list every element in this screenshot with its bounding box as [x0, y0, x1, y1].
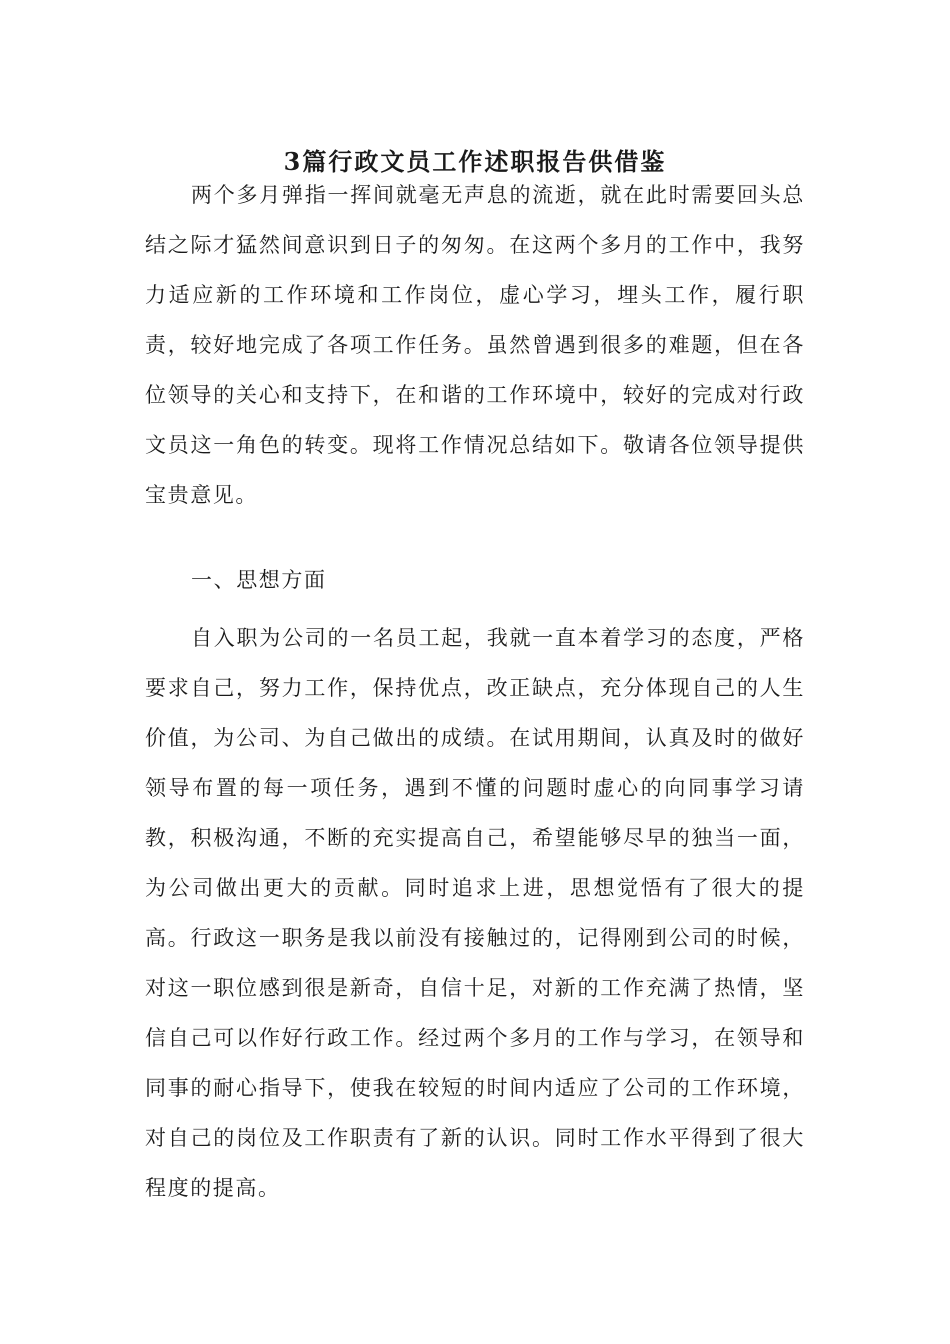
document-title: 3篇行政文员工作述职报告供借鉴: [283, 147, 667, 176]
paragraph-thought: 自入职为公司的一名员工起，我就一直本着学习的态度，严格要求自己，努力工作，保持优点，改正缺点，充分体现自己的人生价值，为公司、为自己做出的成绩。在试用期间，认真及时的做好领导布置的每一项任务，遇到不懂的问题时虚心的向同事学习请教，积极沟通，不断的充实提高自己，希望能够尽早的独当一面，为公司做出更大的贡献。同时追求上进，思想觉悟有了很大的提高。行政这一职务是我以前没有接触过的，记得刚到公司的时候，对这一职位感到很是新奇，自信十足，对新的工作充满了热情，坚信自己可以作好行政工作。经过两个多月的工作与学习，在领导和同事的耐心指导下，使我在较短的时间内适应了公司的工作环境，对自己的岗位及工作职责有了新的认识。同时工作水平得到了很大程度的提高。: [145, 626, 805, 1200]
section-heading-thought: 一、思想方面: [191, 568, 327, 592]
paragraph-intro: 两个多月弹指一挥间就毫无声息的流逝，就在此时需要回头总结之际才猛然间意识到日子的匆匆。在这两个多月的工作中，我努力适应新的工作环境和工作岗位，虚心学习，埋头工作，履行职责，较好地完成了各项工作任务。虽然曾遇到很多的难题，但在各位领导的关心和支持下，在和谐的工作环境中，较好的完成对行政文员这一角色的转变。现将工作情况总结如下。敬请各位领导提供宝贵意见。: [145, 183, 805, 507]
